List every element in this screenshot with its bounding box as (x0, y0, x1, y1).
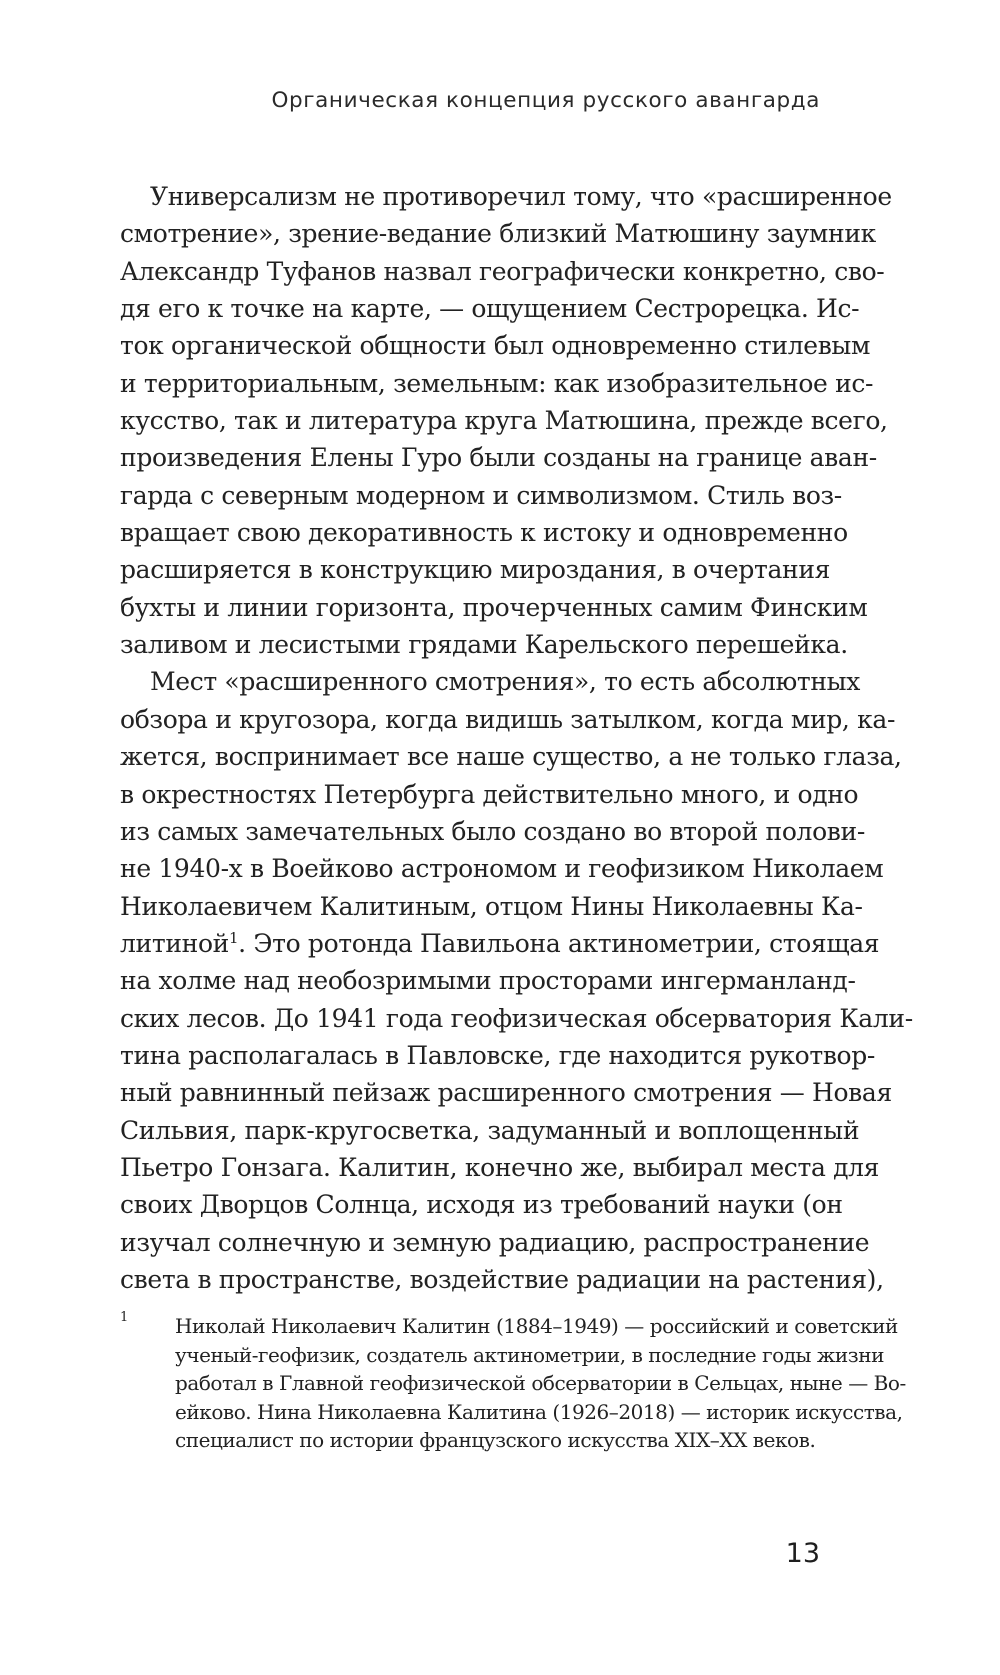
text-line: заливом и лесистыми грядами Карельского перешейка. (120, 630, 848, 660)
text-line: Универсализм не противоречил тому, что «расширенное (150, 182, 892, 211)
text-line: вращает свою декоративность к истоку и одновременно (120, 518, 848, 548)
text-line: Пьетро Гонзага. Калитин, конечно же, выбирал места для (120, 1152, 880, 1182)
text-line: смотрение», зрение-ведание близкий Матюшину заумник (120, 219, 876, 249)
text-line: гарда с северным модерном и символизмом. Стиль воз- (120, 480, 842, 510)
text-line: в окрестностях Петербурга действительно много, и одно (120, 779, 859, 809)
text-line: жется, воспринимает все наше существо, а не только глаза, (120, 742, 902, 772)
text-line: изучал солнечную и земную радиацию, распространение (120, 1227, 870, 1257)
text-line: своих Дворцов Солнца, исходя из требований науки (он (120, 1190, 843, 1220)
text-line: ских лесов. До 1941 года геофизическая обсерватория Кали- (120, 1003, 913, 1033)
text-line: обзора и кругозора, когда видишь затылком, когда мир, ка- (120, 704, 896, 734)
text-segment: . Это ротонда Павильона актинометрии, стоящая (238, 928, 880, 958)
text-line: кусство, так и литература круга Матюшина, прежде всего, (120, 406, 888, 436)
text-line: тина располагалась в Павловске, где находится рукотвор- (120, 1040, 875, 1070)
text-line: света в пространстве, воздействие радиации на растения), (120, 1264, 884, 1294)
footnote-line: ученый-геофизик, создатель актинометрии, в последние годы жизни (175, 1342, 884, 1367)
text-line: дя его к точке на карте, — ощущением Сестрорецка. Ис- (120, 294, 860, 324)
text-line: на холме над необозримыми просторами ингерманланд- (120, 966, 856, 996)
footnote-line: Николай Николаевич Калитин (1884–1949) — российский и советский (175, 1314, 898, 1338)
text-segment: литиной (120, 928, 229, 958)
text-line: Александр Туфанов назвал географически конкретно, сво- (120, 256, 885, 286)
text-line: из самых замечательных было создано во второй полови- (120, 816, 865, 846)
text-line: произведения Елены Гуро были созданы на границе аван- (120, 443, 877, 473)
running-head: Органическая концепция русского авангарда (271, 88, 820, 113)
text-line: ток органической общности был одновременно стилевым (120, 331, 871, 361)
footnote-line: работал в Главной геофизической обсерватории в Сельцах, ныне — Во- (175, 1371, 906, 1396)
body-text (120, 178, 913, 1298)
footnote-text (175, 1312, 906, 1455)
footnote-reference[interactable]: 1 (228, 928, 239, 947)
page-number: 13 (785, 1538, 820, 1569)
text-line: Николаевичем Калитиным, отцом Нины Николаевны Ка- (120, 891, 863, 921)
text-line: ный равнинный пейзаж расширенного смотрения — Новая (120, 1078, 892, 1108)
text-line: Сильвия, парк-кругосветка, задуманный и воплощенный (120, 1115, 860, 1145)
text-line: бухты и линии горизонта, прочерченных самим Финским (120, 592, 868, 622)
footnote-marker: 1 (120, 1310, 129, 1325)
footnote-line: специалист по истории французского искусства XIX–XX веков. (175, 1428, 816, 1453)
footnote-line: ейково. Нина Николаевна Калитина (1926–2018) — историк искусства, (175, 1399, 903, 1424)
text-line: расширяется в конструкцию мироздания, в очертания (120, 555, 831, 585)
text-line-with-footnote-ref (120, 925, 880, 962)
text-line: и территориальным, земельным: как изобразительное ис- (120, 368, 874, 398)
text-line: Мест «расширенного смотрения», то есть абсолютных (150, 667, 860, 697)
text-line: не 1940-х в Воейково астрономом и геофизиком Николаем (120, 854, 884, 884)
